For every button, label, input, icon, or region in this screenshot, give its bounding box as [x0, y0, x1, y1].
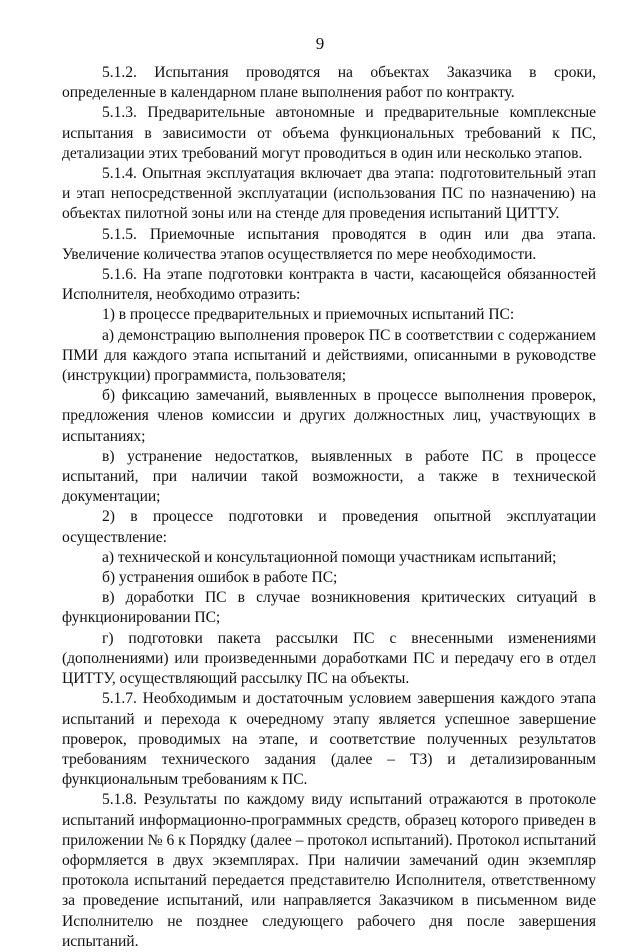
list-item-1v: в) устранение недостатков, выявленных в работе ПС в процессе испытаний, при наличии такой возможности, а также в технической документации;	[62, 447, 596, 506]
list-item-2: 2) в процессе подготовки и проведения опытной эксплуатации осуществление:	[62, 508, 596, 546]
page-number: 9	[315, 34, 325, 53]
list-item-1: 1) в процессе предварительных и приемочных испытаний ПС:	[102, 306, 515, 324]
paragraph-5-1-2: 5.1.2. Испытания проводятся на объектах Заказчика в сроки, определенные в календарном плане выполнения работ по контракту.	[62, 64, 596, 102]
list-item-1a: а) демонстрацию выполнения проверок ПС в соответствии с содержанием ПМИ для каждого этапа испытаний и действиями, описанными в руководстве (инструкции) программиста, пользователя;	[62, 326, 596, 385]
paragraph-5-1-8: 5.1.8. Результаты по каждому виду испытаний отражаются в протоколе испытаний информационно-программных средств, образец которого приведен в приложении № 6 к Порядку (далее – протокол испытаний). Протокол испытаний оформляется в двух экземплярах. При наличии замечаний один экземпляр протокола испытаний передается представителю Исполнителя, ответственному за проведение испытаний, или направляется Заказчиком в письменном виде Исполнителю не позднее следующего рабочего дня после завершения испытаний.	[62, 791, 596, 950]
list-item-2b: б) устранения ошибок в работе ПС;	[102, 569, 338, 587]
paragraph-5-1-5: 5.1.5. Приемочные испытания проводятся в один или два этапа. Увеличение количества этапов осуществляется по мере необходимости.	[62, 225, 596, 263]
paragraph-5-1-7: 5.1.7. Необходимым и достаточным условием завершения каждого этапа испытаний и перехода к очередному этапу является успешное завершение проверок, проводимых на этапе, и соответствие полученных результатов требованиям технического задания (далее – ТЗ) и детализированным функциональным требованиям к ПС.	[62, 690, 596, 789]
list-item-2a: а) технической и консультационной помощи участникам испытаний;	[102, 548, 557, 566]
paragraph-5-1-4: 5.1.4. Опытная эксплуатация включает два этапа: подготовительный этап и этап непосредственной эксплуатации (использования ПС по назначению) на объектах пилотной зоны или на стенде для проведения испытаний ЦИТТУ.	[62, 165, 596, 223]
list-item-2v: в) доработки ПС в случае возникновения критических ситуаций в функционировании ПС;	[62, 589, 596, 627]
document-body	[62, 63, 596, 952]
paragraph-5-1-3: 5.1.3. Предварительные автономные и предварительные комплексные испытания в зависимости от объема функциональных требований к ПС, детализации этих требований могут проводиться в один или несколько этапов.	[62, 104, 596, 162]
list-item-1b: б) фиксацию замечаний, выявленных в процессе выполнения проверок, предложения членов комиссии и других должностных лиц, участвующих в испытаниях;	[62, 387, 596, 445]
list-item-2g: г) подготовки пакета рассылки ПС с внесенными изменениями (дополнениями) или произведенными доработками ПС и передачу его в отдел ЦИТТУ, осуществляющий рассылку ПС на объекты.	[62, 629, 596, 688]
paragraph-5-1-6: 5.1.6. На этапе подготовки контракта в части, касающейся обязанностей Исполнителя, необходимо отразить:	[62, 266, 596, 304]
